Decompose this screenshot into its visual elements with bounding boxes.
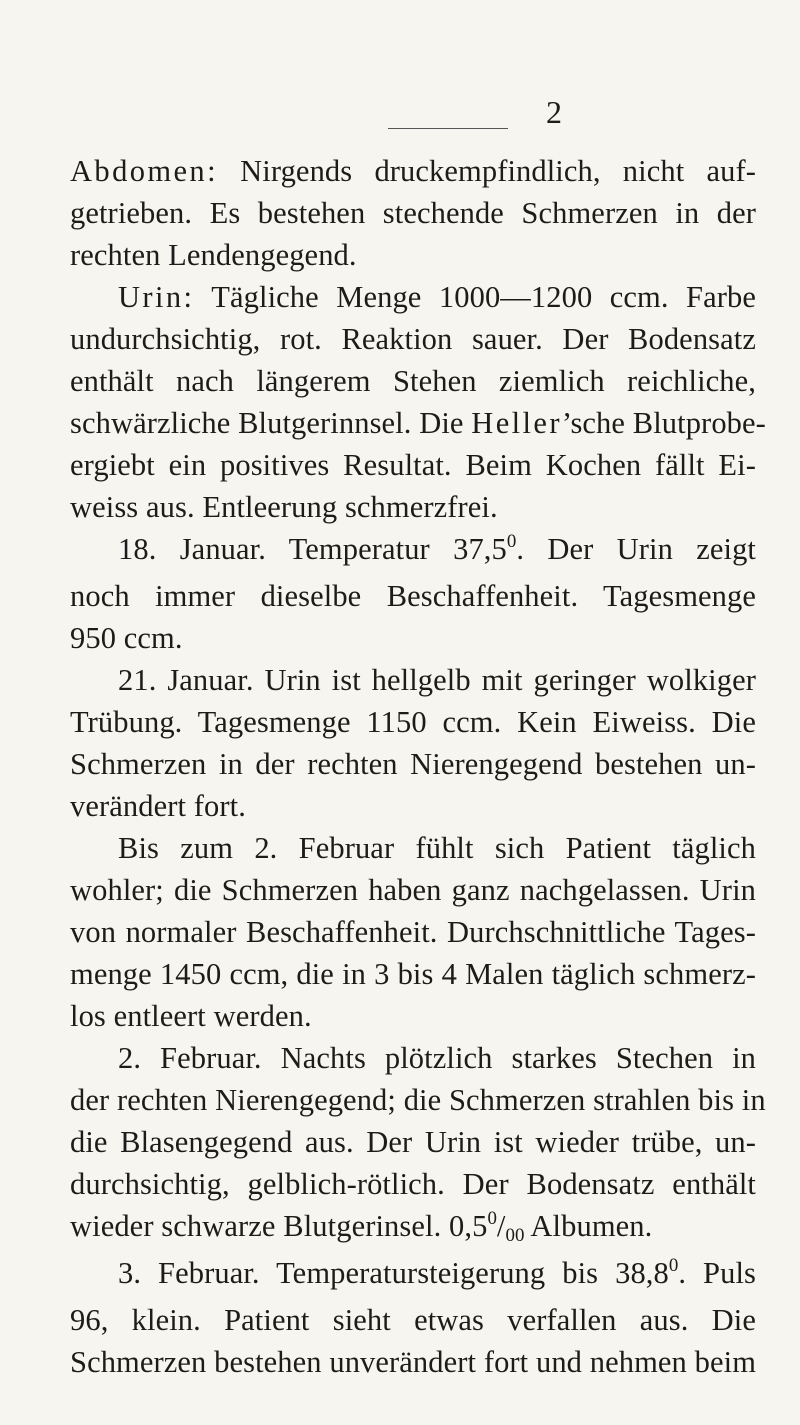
text-run: der rechten Nierengegend; die Schmerzen strahlen bis in [70, 1083, 766, 1117]
text-line [70, 869, 756, 911]
text-line [70, 575, 756, 617]
superscript-text: 0 [487, 1208, 497, 1230]
text-run: 21. Januar. Urin ist hellgelb mit geringer wolkiger [118, 663, 756, 697]
text-line [70, 617, 756, 659]
superscript-text: 0 [668, 1255, 679, 1277]
text-line [70, 234, 756, 276]
text-line [70, 444, 756, 486]
text-line [70, 743, 756, 785]
paragraph [70, 659, 756, 827]
text-run: menge 1450 ccm, die in 3 bis 4 Malen täglich schmerz- [70, 957, 756, 991]
paragraph [70, 1037, 766, 1252]
text-run: / [496, 1209, 506, 1243]
text-line [70, 1037, 756, 1079]
paragraph [70, 150, 756, 276]
text-line [70, 528, 756, 575]
text-run: ergiebt ein positives Resultat. Beim Kochen fällt Ei- [70, 448, 756, 482]
text-run: rechten Lendengegend. [70, 238, 357, 272]
text-run: . Der Urin zeigt [516, 532, 756, 566]
text-run: Heller [471, 406, 562, 440]
page-number-rule [388, 128, 508, 129]
text-line [70, 1299, 756, 1341]
text-run: Schmerzen in der rechten Nierengegend bestehen un- [70, 747, 756, 781]
text-run: 96, klein. Patient sieht etwas verfallen aus. Die [70, 1303, 756, 1337]
text-line [70, 1163, 756, 1205]
text-line [70, 1121, 756, 1163]
text-run: 3. Februar. Temperatursteigerung bis 38,8 [118, 1256, 669, 1290]
text-run: Schmerzen bestehen unverändert fort und nehmen beim [70, 1345, 757, 1379]
text-line [70, 911, 756, 953]
text-line [70, 486, 756, 528]
text-run: ’sche Blutprobe- [561, 406, 766, 440]
text-run: Nirgends druckempfindlich, nicht auf- [217, 154, 756, 188]
text-run: wieder schwarze Blutgerinsel. 0,5 [70, 1209, 488, 1243]
text-line [70, 785, 756, 827]
text-line [70, 1205, 756, 1252]
text-line [70, 150, 756, 192]
text-run: 18. Januar. Temperatur 37,5 [118, 532, 507, 566]
text-line [70, 701, 756, 743]
paragraph [70, 276, 766, 528]
text-line [70, 827, 756, 869]
text-run: los entleert werden. [70, 999, 312, 1033]
text-run: Urin: [118, 280, 195, 314]
text-run: schwärzliche Blutgerinnsel. Die [70, 406, 472, 440]
text-run: durchsichtig, gelblich-rötlich. Der Bodensatz enthält [70, 1167, 756, 1201]
text-run: Tägliche Menge 1000—1200 ccm. Farbe [194, 280, 756, 314]
superscript-text: 0 [506, 531, 517, 553]
text-run: von normaler Beschaffenheit. Durchschnittliche Tages- [70, 915, 756, 949]
text-line [70, 318, 756, 360]
text-run: Abdomen: [70, 154, 218, 188]
subscript-text: 00 [505, 1225, 525, 1247]
text-run: wohler; die Schmerzen haben ganz nachgelassen. Urin [70, 873, 756, 907]
text-line [70, 953, 756, 995]
paragraph [70, 827, 756, 1037]
text-run: enthält nach längerem Stehen ziemlich reichliche, [70, 364, 756, 398]
text-run: . Puls [678, 1256, 757, 1290]
text-run: weiss aus. Entleerung schmerzfrei. [70, 490, 498, 524]
text-run: Bis zum 2. Februar fühlt sich Patient täglich [118, 831, 756, 865]
text-line [70, 276, 756, 318]
text-run: die Blasengegend aus. Der Urin ist wieder trübe, un- [70, 1125, 756, 1159]
text-run: Albumen. [524, 1209, 653, 1243]
text-line [70, 995, 756, 1037]
text-line [70, 659, 756, 701]
text-line [70, 402, 766, 444]
page-number: 2 [546, 94, 562, 130]
text-run: noch immer dieselbe Beschaffenheit. Tagesmenge [70, 579, 756, 613]
text-run: verändert fort. [70, 789, 246, 823]
text-run: undurchsichtig, rot. Reaktion sauer. Der Bodensatz [70, 322, 756, 356]
body-text [70, 150, 766, 1383]
text-line [70, 1079, 766, 1121]
text-run: 2. Februar. Nachts plötzlich starkes Stechen in [118, 1041, 756, 1075]
paragraph [70, 1252, 756, 1383]
paragraph [70, 528, 756, 659]
text-line [70, 1252, 756, 1299]
text-run: 950 ccm. [70, 621, 183, 655]
text-run: Trübung. Tagesmenge 1150 ccm. Kein Eiweiss. Die [70, 705, 756, 739]
text-run: getrieben. Es bestehen stechende Schmerzen in der [70, 196, 756, 230]
text-line [70, 192, 756, 234]
text-line [70, 1341, 756, 1383]
text-line [70, 360, 756, 402]
